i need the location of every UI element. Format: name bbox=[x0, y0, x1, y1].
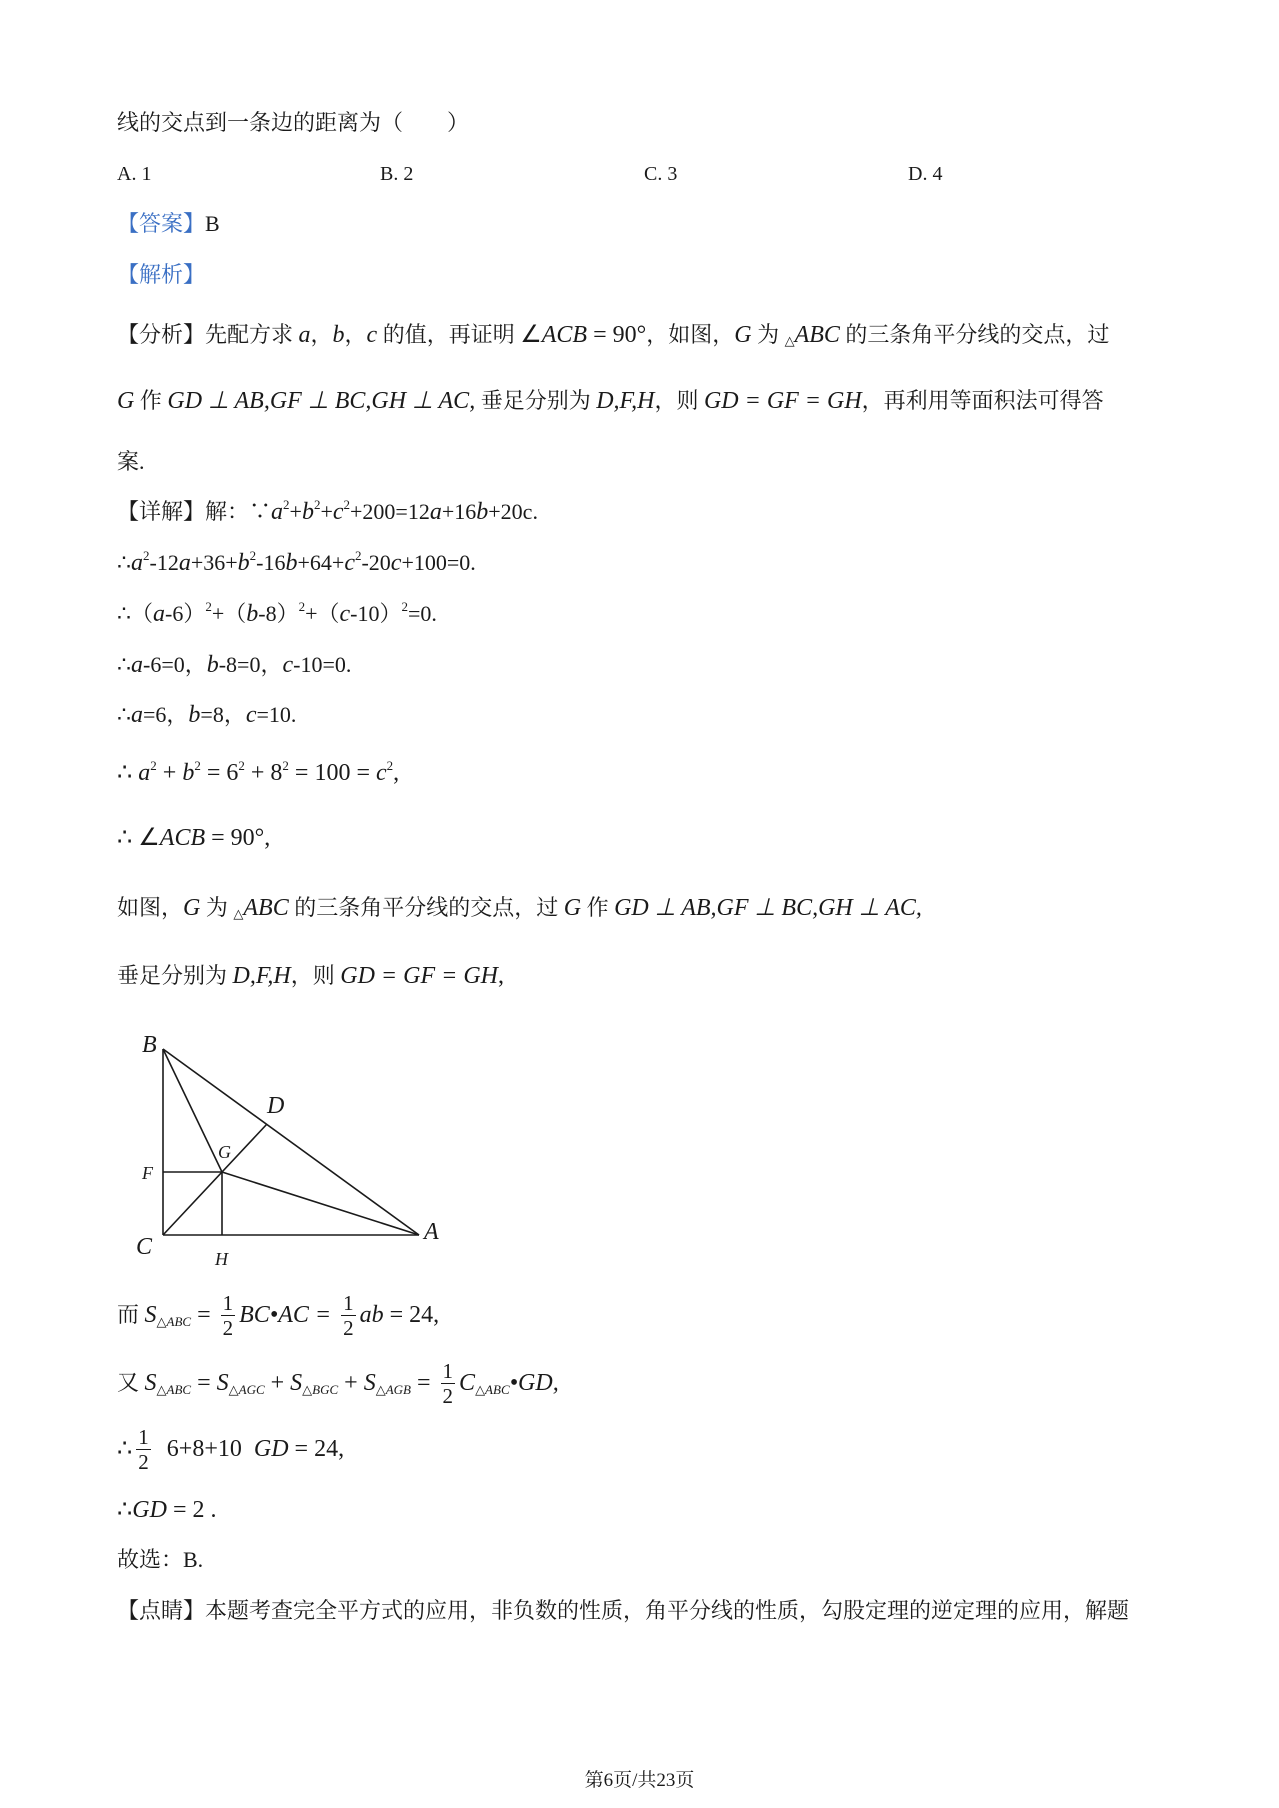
point-label-c: C bbox=[136, 1234, 153, 1260]
math-text: + 8 bbox=[244, 760, 283, 786]
math-expression: GD ⊥ AB,GF ⊥ BC,GH ⊥ AC, bbox=[167, 388, 476, 414]
text-run: -10） bbox=[350, 601, 402, 626]
superscript: 2 bbox=[313, 497, 321, 512]
fraction-numerator: 1 bbox=[343, 1290, 354, 1315]
math-text: ∴ bbox=[117, 760, 139, 786]
math-expression: D,F,H bbox=[232, 963, 291, 989]
math-var: c bbox=[245, 702, 257, 728]
point-label-g: G bbox=[218, 1142, 231, 1162]
math-text: , bbox=[393, 760, 400, 786]
text-run: 的三条角平分线的交点，过 bbox=[288, 895, 564, 920]
math-expression: BC•AC = bbox=[239, 1302, 338, 1328]
fraction bbox=[341, 1291, 356, 1340]
fraction-numerator: 1 bbox=[138, 1424, 149, 1449]
math-text: 6+8+10 bbox=[154, 1436, 254, 1462]
text-run: 线的交点到一条边的距离为（ ） bbox=[117, 110, 470, 135]
superscript: 2 bbox=[354, 548, 362, 563]
detail-line-8 bbox=[117, 892, 922, 924]
text-run: ， bbox=[310, 322, 333, 347]
option-label: A. 1 bbox=[117, 163, 152, 185]
math-text: = 100 = bbox=[288, 760, 376, 786]
point-label-a: A bbox=[424, 1219, 439, 1245]
text-run: 而 bbox=[117, 1302, 145, 1327]
math-var: b bbox=[188, 702, 201, 728]
question-stem bbox=[117, 107, 469, 139]
segment-ag bbox=[222, 1172, 419, 1235]
math-var: a bbox=[178, 550, 191, 576]
segment-bg bbox=[163, 1049, 222, 1172]
fraction-denominator: 2 bbox=[442, 1383, 454, 1408]
area-line-2 bbox=[117, 1354, 559, 1412]
math-var: C bbox=[459, 1370, 476, 1396]
math-var: S bbox=[290, 1370, 303, 1396]
text-run: 【分析】先配方求 bbox=[117, 322, 299, 347]
superscript: 2 bbox=[143, 548, 150, 563]
math-var: ABC bbox=[794, 322, 840, 348]
text-run: +（ bbox=[211, 601, 247, 626]
math-text: = bbox=[191, 1302, 217, 1328]
math-text: = bbox=[191, 1370, 217, 1396]
conclusion-line bbox=[117, 1494, 217, 1526]
text-run: ，则 bbox=[290, 963, 341, 988]
text-run: ∴ bbox=[117, 652, 131, 677]
text-run: =0. bbox=[407, 601, 437, 626]
math-var: c bbox=[376, 760, 387, 786]
text-run: ∴ bbox=[117, 550, 131, 575]
text-run: -6） bbox=[165, 601, 206, 626]
math-expression: GD bbox=[253, 1436, 289, 1462]
text-run: -20 bbox=[361, 550, 391, 575]
math-expression: •GD, bbox=[509, 1370, 559, 1396]
triangle-symbol: △ bbox=[233, 906, 244, 921]
detail-line-7 bbox=[117, 822, 270, 854]
math-var: b bbox=[476, 499, 489, 525]
superscript: 2 bbox=[386, 758, 394, 773]
subscript: △ABC bbox=[156, 1313, 192, 1329]
geometry-figure bbox=[130, 1020, 460, 1270]
math-var: a bbox=[131, 702, 143, 728]
option-b bbox=[380, 158, 413, 190]
math-expression: GD ⊥ AB,GF ⊥ BC,GH ⊥ AC, bbox=[614, 895, 922, 921]
math-expression: D,F,H bbox=[596, 388, 655, 414]
math-var: c bbox=[332, 499, 344, 525]
math-var: c bbox=[282, 652, 294, 678]
math-text: = 24, bbox=[383, 1302, 440, 1328]
text-run: 为 bbox=[200, 895, 234, 920]
area-line-3 bbox=[117, 1420, 344, 1478]
comment-line bbox=[117, 1595, 1129, 1627]
text-run: +100=0. bbox=[401, 550, 476, 575]
detail-line-5 bbox=[117, 699, 296, 731]
summary-line-3 bbox=[117, 446, 145, 478]
math-var: c bbox=[344, 550, 355, 576]
math-var: S bbox=[363, 1370, 376, 1396]
text-run: 垂足分别为 bbox=[475, 388, 597, 413]
math-text: + bbox=[156, 760, 183, 786]
math-text: + bbox=[338, 1370, 364, 1396]
point-label-h: H bbox=[215, 1249, 228, 1269]
math-var: b bbox=[182, 760, 195, 786]
subscript: △ABC bbox=[156, 1381, 192, 1397]
segment-ab bbox=[163, 1049, 419, 1235]
math-text: = 2 . bbox=[166, 1497, 217, 1523]
detail-line-4 bbox=[117, 649, 351, 681]
math-var: a bbox=[153, 601, 165, 627]
text-run: =10. bbox=[256, 702, 297, 727]
math-var: b bbox=[332, 322, 345, 348]
math-var: ACB bbox=[159, 825, 206, 851]
math-var: a bbox=[271, 499, 284, 525]
text-run: -16 bbox=[256, 550, 286, 575]
math-expression: GD = GF = GH bbox=[703, 388, 862, 414]
superscript: 2 bbox=[205, 599, 212, 614]
math-expression: GD = GF = GH bbox=[340, 963, 498, 989]
superscript: 2 bbox=[401, 599, 408, 614]
fraction-numerator: 1 bbox=[442, 1358, 454, 1383]
point-label-b: B bbox=[142, 1032, 157, 1058]
superscript: 2 bbox=[249, 548, 257, 563]
analysis-heading bbox=[117, 259, 205, 291]
math-var: a bbox=[131, 652, 143, 678]
page-footer: 第6页/共23页 bbox=[584, 1770, 695, 1791]
math-text: = 90° bbox=[587, 322, 647, 348]
choice-line bbox=[117, 1544, 203, 1576]
text-run: -10=0. bbox=[293, 652, 352, 677]
text-run: ，则 bbox=[654, 388, 704, 413]
answer-line bbox=[117, 208, 220, 240]
math-text: = bbox=[411, 1370, 437, 1396]
text-run: ， bbox=[344, 322, 367, 347]
superscript: 2 bbox=[298, 599, 306, 614]
text-run: -6=0， bbox=[143, 652, 207, 677]
fraction bbox=[136, 1425, 151, 1474]
text-run: 的值，再证明 bbox=[377, 322, 521, 347]
text-run: 【点睛】本题考查完全平方式的应用，非负数的性质，角平分线的性质，勾股定理的逆定理的应用，解题 bbox=[117, 1598, 1130, 1623]
math-var: a bbox=[138, 760, 151, 786]
text-run: +36+ bbox=[190, 550, 238, 575]
text-run: + bbox=[320, 499, 333, 524]
option-label: B. 2 bbox=[380, 163, 414, 185]
math-var: ABC bbox=[243, 895, 289, 921]
superscript: 2 bbox=[282, 758, 289, 773]
text-run: 故选：B. bbox=[117, 1547, 204, 1572]
point-label-f: F bbox=[142, 1163, 153, 1183]
text-run: ，如图， bbox=[646, 322, 735, 347]
math-var: S bbox=[144, 1370, 157, 1396]
math-var: G bbox=[117, 388, 135, 414]
math-var: b bbox=[285, 550, 298, 576]
summary-line-2 bbox=[117, 385, 1104, 417]
superscript: 2 bbox=[238, 758, 245, 773]
math-var: c bbox=[339, 601, 351, 627]
text-run: 垂足分别为 bbox=[117, 963, 233, 988]
fraction-numerator: 1 bbox=[222, 1290, 234, 1315]
text-run: ∴（ bbox=[117, 601, 153, 626]
math-text: = 24, bbox=[288, 1436, 345, 1462]
math-var: G bbox=[734, 322, 752, 348]
text-run: ，再利用等面积法可得答 bbox=[861, 388, 1104, 413]
text-run: ∴ bbox=[117, 702, 131, 727]
superscript: 2 bbox=[343, 497, 351, 512]
segment-cd bbox=[163, 1124, 267, 1235]
subscript: △AGB bbox=[375, 1381, 411, 1397]
text-run: =8， bbox=[200, 702, 246, 727]
option-a bbox=[117, 158, 151, 190]
subscript: △AGC bbox=[228, 1381, 265, 1397]
area-line-1 bbox=[117, 1286, 439, 1344]
math-var: b bbox=[246, 601, 259, 627]
math-expression: GD bbox=[132, 1497, 167, 1523]
answer-tag: 【答案】 bbox=[117, 211, 206, 236]
fraction bbox=[221, 1291, 236, 1340]
text-run: -8） bbox=[258, 601, 299, 626]
math-var: G bbox=[563, 895, 582, 921]
text-run: 案. bbox=[117, 449, 145, 474]
option-d bbox=[908, 158, 942, 190]
math-var: a bbox=[131, 550, 143, 576]
text-run: 如图， bbox=[117, 895, 184, 920]
point-label-d: D bbox=[267, 1093, 285, 1119]
math-var: ACB bbox=[541, 322, 588, 348]
math-text: = 6 bbox=[200, 760, 239, 786]
fraction-denominator: 2 bbox=[222, 1315, 234, 1340]
text-run: +20c. bbox=[488, 499, 538, 524]
text-run: + bbox=[289, 499, 302, 524]
math-var: c bbox=[390, 550, 402, 576]
detail-line-2 bbox=[117, 547, 476, 579]
superscript: 2 bbox=[194, 758, 201, 773]
text-run: 作 bbox=[581, 895, 615, 920]
math-text: , bbox=[497, 963, 504, 989]
text-run: +200=12 bbox=[350, 499, 430, 524]
superscript: 2 bbox=[283, 497, 290, 512]
angle-symbol: ∠ bbox=[520, 322, 542, 348]
math-var: a bbox=[429, 499, 442, 525]
fraction-denominator: 2 bbox=[138, 1449, 149, 1474]
math-text: = 90°, bbox=[205, 825, 271, 851]
detail-line-1 bbox=[117, 496, 538, 528]
option-c bbox=[644, 158, 677, 190]
math-text: ∴ bbox=[117, 1436, 133, 1462]
text-run: 为 bbox=[751, 322, 785, 347]
math-var: b bbox=[301, 499, 314, 525]
answer-value: B bbox=[205, 211, 220, 236]
text-run: =6， bbox=[143, 702, 189, 727]
math-var: a bbox=[298, 322, 311, 348]
math-var: S bbox=[216, 1370, 229, 1396]
option-label: D. 4 bbox=[908, 163, 943, 185]
math-text: ∴ bbox=[117, 1497, 133, 1523]
option-label: C. 3 bbox=[644, 163, 678, 185]
triangle-symbol: △ bbox=[784, 333, 795, 348]
text-run: 【详解】解：∵ bbox=[117, 499, 272, 524]
text-run: 作 bbox=[134, 388, 168, 413]
math-var: ab bbox=[359, 1302, 384, 1328]
math-var: b bbox=[206, 652, 219, 678]
math-text: + bbox=[264, 1370, 291, 1396]
text-run: +64+ bbox=[297, 550, 345, 575]
summary-line-1 bbox=[117, 319, 1109, 351]
subscript: △ABC bbox=[475, 1381, 510, 1397]
detail-line-9 bbox=[117, 960, 504, 992]
math-var: S bbox=[144, 1302, 157, 1328]
text-run: +16 bbox=[441, 499, 477, 524]
text-run: -12 bbox=[149, 550, 179, 575]
analysis-tag: 【解析】 bbox=[117, 262, 206, 287]
text-run: 的三条角平分线的交点，过 bbox=[839, 322, 1110, 347]
math-var: c bbox=[366, 322, 378, 348]
superscript: 2 bbox=[150, 758, 157, 773]
subscript: △BGC bbox=[302, 1381, 339, 1397]
text-run: +（ bbox=[305, 601, 340, 626]
fraction bbox=[441, 1359, 456, 1408]
text-run: -8=0， bbox=[218, 652, 283, 677]
math-text: ∴ ∠ bbox=[117, 825, 160, 851]
fraction-denominator: 2 bbox=[343, 1315, 354, 1340]
text-run: 又 bbox=[117, 1370, 145, 1395]
detail-line-6 bbox=[117, 757, 399, 789]
math-var: b bbox=[237, 550, 250, 576]
math-var: G bbox=[183, 895, 201, 921]
detail-line-3 bbox=[117, 598, 437, 630]
